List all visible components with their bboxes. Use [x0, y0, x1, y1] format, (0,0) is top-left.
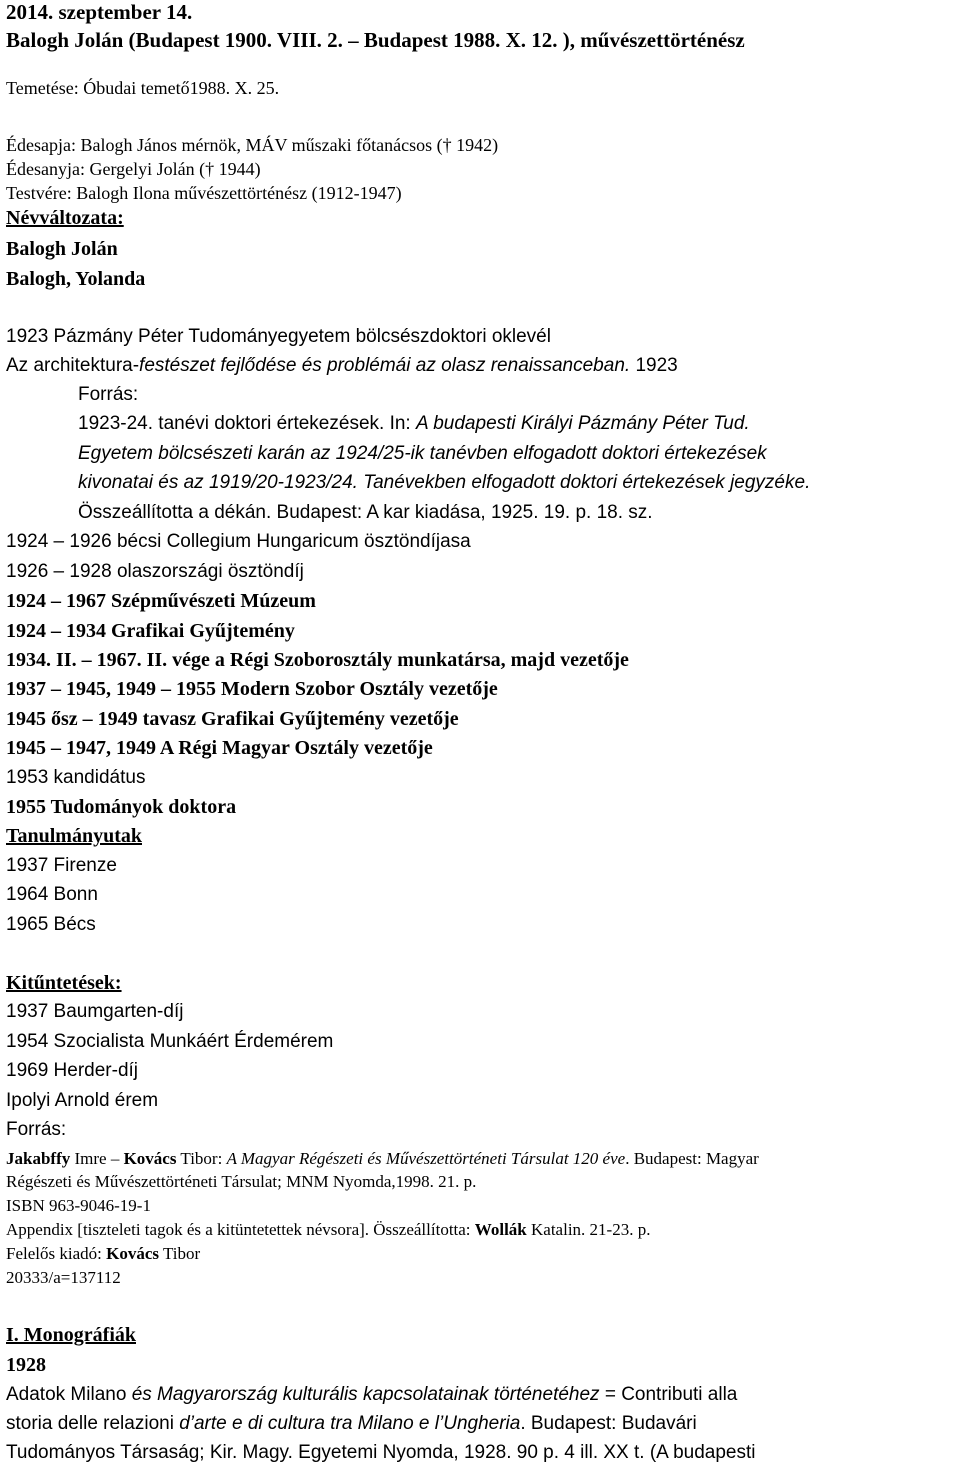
career-item: 1934. II. – 1967. II. vége a Régi Szoborosztály munkatársa, majd vezetője [6, 649, 629, 671]
reference-appendix [6, 1220, 650, 1240]
monograph-text: = Contributi alla [599, 1384, 738, 1405]
source-line-2: Egyetem bölcsészeti karán az 1924/25-ik tanévben elfogadott doktori értekezések [78, 443, 767, 464]
career-item: 1924 – 1934 Grafikai Gyűjtemény [6, 620, 295, 642]
monograph-line-3: Tudományos Társaság; Kir. Magy. Egyetemi Nyomda, 1928. 90 p. 4 ill. XX t. (A budapesti [6, 1442, 756, 1463]
name-variant-item: Balogh, Yolanda [6, 268, 146, 290]
thesis-title: festészet fejlődése és problémái az olasz renaissanceban. [139, 355, 631, 376]
reference-title: A Magyar Régészeti és Művészettörténeti Társulat 120 éve [226, 1149, 626, 1168]
name-variants-heading: Névváltozata: [6, 207, 124, 229]
reference-author-first: Imre – [70, 1149, 124, 1168]
study-item: 1937 Firenze [6, 855, 117, 876]
doctorate-line: 1923 Pázmány Péter Tudományegyetem bölcsészdoktori oklevél [6, 326, 551, 347]
award-item: 1969 Herder-díj [6, 1060, 139, 1081]
monograph-text: . Budapest: Budavári [520, 1413, 697, 1434]
source-line-1-plain: 1923-24. tanévi doktori értekezések. In: [78, 413, 416, 434]
thesis-prefix: Az architektura- [6, 355, 140, 376]
study-item: 1964 Bonn [6, 884, 98, 905]
source-line-4: Összeállította a dékán. Budapest: A kar kiadása, 1925. 19. p. 18. sz. [78, 502, 653, 523]
reference-publisher: . Budapest: Magyar [625, 1149, 759, 1168]
monograph-title: d’arte e di cultura tra Milano e l’Ungheria [179, 1413, 521, 1434]
source-line-3: kivonatai és az 1919/20-1923/24. Tanévekben elfogadott doktori értekezések jegyzéke. [78, 472, 811, 493]
monograph-text: storia delle relazioni [6, 1413, 180, 1434]
reference-compiler: Wollák [474, 1220, 527, 1239]
monograph-line-2 [6, 1413, 697, 1435]
awards-heading: Kitűntetések: [6, 972, 122, 994]
reference-author: Jakabffy [6, 1149, 71, 1168]
reference-author: Kovács [123, 1149, 177, 1168]
career-item: 1945 – 1947, 1949 A Régi Magyar Osztály vezetője [6, 737, 433, 759]
reference-isbn: ISBN 963-9046-19-1 [6, 1196, 151, 1215]
thesis-year: 1923 [630, 355, 678, 376]
reference-line-2: Régészeti és Művészettörténeti Társulat; MNM Nyomda,1998. 21. p. [6, 1172, 477, 1191]
reference-author-first: Tibor: [176, 1149, 227, 1168]
award-item: Ipolyi Arnold érem [6, 1090, 159, 1111]
career-item: 1945 ősz – 1949 tavasz Grafikai Gyűjtemény vezetője [6, 708, 459, 730]
career-item: 1953 kandidátus [6, 767, 146, 788]
document-date: 2014. szeptember 14. [6, 0, 193, 24]
source-line-1-italic: A budapesti Királyi Pázmány Péter Tud. [415, 413, 750, 434]
mother-line: Édesanyja: Gergelyi Jolán († 1944) [6, 159, 261, 179]
awards-source-label: Forrás: [6, 1119, 67, 1140]
name-variant-item: Balogh Jolán [6, 238, 118, 260]
study-item: 1965 Bécs [6, 914, 96, 935]
career-item: 1955 Tudományok doktora [6, 796, 237, 818]
monographs-heading: I. Monográfiák [6, 1324, 136, 1346]
reference-compiler-rest: Katalin. 21-23. p. [526, 1220, 651, 1239]
reference-responsible-label: Felelős kiadó: [6, 1244, 107, 1263]
monograph-title: és Magyarország kulturális kapcsolatainak történetéhez [131, 1384, 600, 1405]
sibling-line: Testvére: Balogh Ilona művészettörténész (1912-1947) [6, 183, 402, 203]
career-item: 1926 – 1928 olaszországi ösztöndíj [6, 561, 304, 582]
career-item: 1937 – 1945, 1949 – 1955 Modern Szobor Osztály vezetője [6, 678, 498, 700]
reference-line-1 [6, 1149, 759, 1169]
award-item: 1937 Baumgarten-díj [6, 1001, 184, 1022]
reference-responsible-rest: Tibor [159, 1244, 201, 1263]
reference-code: 20333/a=137112 [6, 1268, 121, 1287]
studies-heading: Tanulmányutak [6, 825, 142, 847]
reference-appendix-text: Appendix [tiszteleti tagok és a kitüntetettek névsora]. Összeállította: [6, 1220, 475, 1239]
monograph-text: Adatok Milano [6, 1384, 132, 1405]
monograph-line-1 [6, 1384, 737, 1406]
career-item: 1924 – 1926 bécsi Collegium Hungaricum ösztöndíjasa [6, 531, 471, 552]
source-line-1 [78, 413, 750, 435]
subject-title: Balogh Jolán (Budapest 1900. VIII. 2. – Budapest 1988. X. 12. ), művészettörténész [6, 28, 745, 52]
monograph-year: 1928 [6, 1354, 46, 1376]
source-label: Forrás: [78, 384, 139, 405]
reference-responsible [6, 1244, 200, 1264]
career-item: 1924 – 1967 Szépművészeti Múzeum [6, 590, 316, 612]
award-item: 1954 Szocialista Munkáért Érdemérem [6, 1031, 334, 1052]
burial-line: Temetése: Óbudai temető1988. X. 25. [6, 78, 280, 98]
father-line: Édesapja: Balogh János mérnök, MÁV műszaki főtanácsos († 1942) [6, 135, 499, 155]
reference-responsible-name: Kovács [106, 1244, 159, 1263]
thesis-line [6, 355, 678, 377]
